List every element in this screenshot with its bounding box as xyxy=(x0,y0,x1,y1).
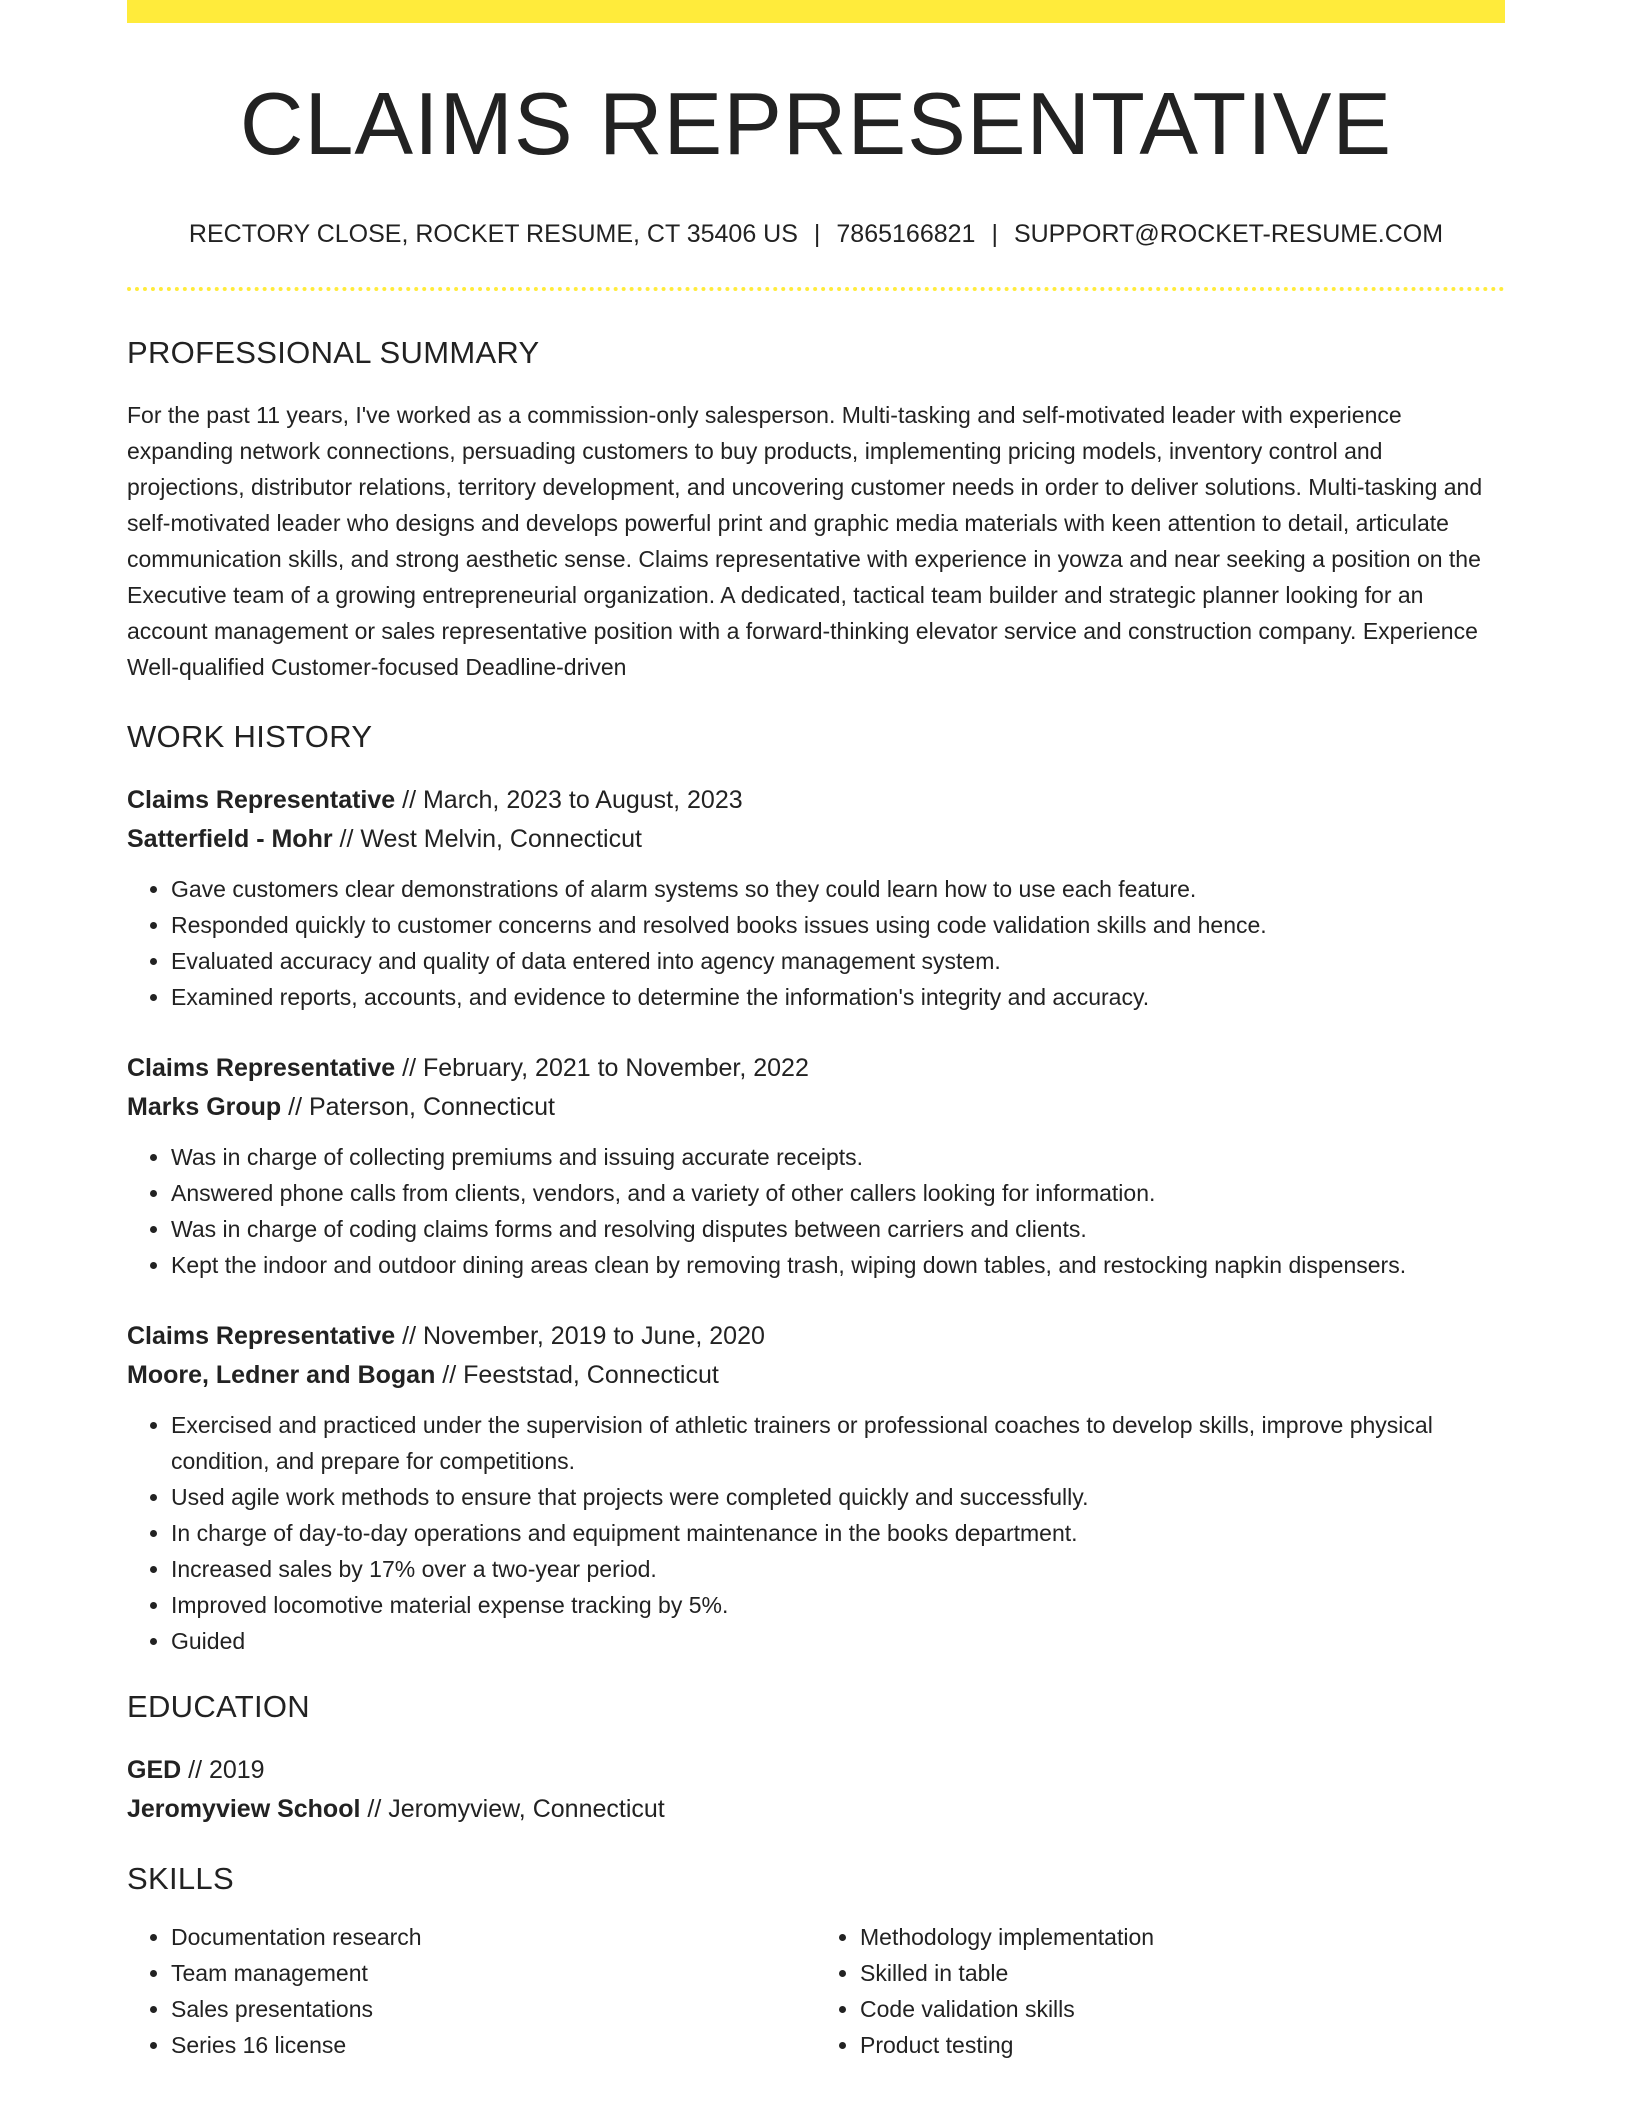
education-location: // Jeromyview, Connecticut xyxy=(360,1795,665,1823)
contact-separator: | xyxy=(991,220,998,248)
education-entry xyxy=(127,1751,1505,1829)
skills-grid xyxy=(127,1919,1505,2063)
job-entry xyxy=(127,1317,1505,1659)
job-bullet: • Used agile work methods to ensure that projects were completed quickly and successfully. xyxy=(171,1479,1505,1515)
job-role: Claims Representative xyxy=(127,1054,396,1082)
job-bullet: • Exercised and practiced under the supervision of athletic trainers or professional coaches to develop skills, improve physical condition, and prepare for competitions. xyxy=(171,1407,1505,1479)
accent-top-bar xyxy=(127,0,1505,23)
education-section-title: EDUCATION xyxy=(127,1689,310,1724)
summary-paragraph: For the past 11 years, I've worked as a commission-only salesperson. Multi-tasking and self-motivated leader with experience expanding network connections, persuading customers to buy products, implementing pricing models, inventory control and projections, distributor relations, territory development, and uncovering customer needs in order to deliver solutions. Multi-tasking and self-motivated leader who designs and develops powerful print and graphic media materials with keen attention to detail, articulate communication skills, and strong aesthetic sense. Claims representative with experience in yowza and near seeking a position on the Executive team of a growing entrepreneurial organization. A dedicated, tactical team builder and strategic planner looking for an account management or sales representative position with a forward-thinking elevator service and construction company. Experience Well-qualified Customer-focused Deadline-driven xyxy=(127,402,1483,680)
job-bullet: • Evaluated accuracy and quality of data entered into agency management system. xyxy=(171,943,1505,979)
job-bullet: • Improved locomotive material expense tracking by 5%. xyxy=(171,1587,1505,1623)
skill-item: • Methodology implementation xyxy=(860,1919,1505,1955)
summary-section-title: PROFESSIONAL SUMMARY xyxy=(127,335,540,370)
job-bullet: • Gave customers clear demonstrations of alarm systems so they could learn how to use each feature. xyxy=(171,871,1505,907)
contact-email: SUPPORT@ROCKET-RESUME.COM xyxy=(1013,220,1444,248)
skill-item: • Team management xyxy=(171,1955,816,1991)
job-company-line xyxy=(127,1088,1505,1127)
resume-page xyxy=(127,0,1505,2063)
skills-list xyxy=(816,1919,1505,2063)
contact-separator: | xyxy=(813,220,821,248)
education-school-line xyxy=(127,1790,1505,1829)
skill-item: • Code validation skills xyxy=(860,1991,1505,2027)
education-degree-line xyxy=(127,1751,1505,1790)
contact-phone: 7865166821 xyxy=(836,220,976,248)
skills-column-right xyxy=(816,1919,1505,2063)
education-school: Jeromyview School xyxy=(127,1795,361,1823)
job-role: Claims Representative xyxy=(127,786,396,814)
skills-section-title: SKILLS xyxy=(127,1861,234,1896)
job-role: Claims Representative xyxy=(127,1322,396,1350)
job-location: // Paterson, Connecticut xyxy=(281,1093,555,1121)
dotted-divider xyxy=(127,287,1505,291)
skill-item: • Product testing xyxy=(860,2027,1505,2063)
skills-list xyxy=(127,1919,816,2063)
skills-column-left xyxy=(127,1919,816,2063)
job-bullet: • Guided xyxy=(171,1623,1505,1659)
job-bullet-list xyxy=(127,1139,1505,1283)
resume-name-heading: CLAIMS REPRESENTATIVE xyxy=(239,74,1393,173)
job-role-line xyxy=(127,781,1505,820)
job-bullet-list xyxy=(127,1407,1505,1659)
contact-address: RECTORY CLOSE, ROCKET RESUME, CT 35406 US xyxy=(188,220,798,248)
job-role-line xyxy=(127,1049,1505,1088)
job-company-line xyxy=(127,820,1505,859)
education-year: // 2019 xyxy=(181,1756,265,1784)
job-company: Moore, Ledner and Bogan xyxy=(127,1361,436,1389)
job-bullet: • Increased sales by 17% over a two-year period. xyxy=(171,1551,1505,1587)
job-bullet-list xyxy=(127,871,1505,1015)
job-bullet: • Examined reports, accounts, and evidence to determine the information's integrity and accuracy. xyxy=(171,979,1505,1015)
contact-line xyxy=(127,220,1505,249)
job-location: // West Melvin, Connecticut xyxy=(332,825,642,853)
job-bullet: • Was in charge of coding claims forms and resolving disputes between carriers and clients. xyxy=(171,1211,1505,1247)
job-bullet: • Was in charge of collecting premiums and issuing accurate receipts. xyxy=(171,1139,1505,1175)
job-entry xyxy=(127,781,1505,1015)
job-dates: // March, 2023 to August, 2023 xyxy=(395,786,743,814)
education-degree: GED xyxy=(127,1756,182,1784)
job-dates: // February, 2021 to November, 2022 xyxy=(395,1054,809,1082)
job-entry xyxy=(127,1049,1505,1283)
job-location: // Feeststad, Connecticut xyxy=(435,1361,719,1389)
job-company: Satterfield - Mohr xyxy=(127,825,333,853)
job-bullet: • Answered phone calls from clients, vendors, and a variety of other callers looking for information. xyxy=(171,1175,1505,1211)
job-dates: // November, 2019 to June, 2020 xyxy=(395,1322,765,1350)
job-bullet: • In charge of day-to-day operations and equipment maintenance in the books department. xyxy=(171,1515,1505,1551)
skill-item: • Skilled in table xyxy=(860,1955,1505,1991)
job-company-line xyxy=(127,1356,1505,1395)
skill-item: • Documentation research xyxy=(171,1919,816,1955)
job-company: Marks Group xyxy=(127,1093,282,1121)
skill-item: • Series 16 license xyxy=(171,2027,816,2063)
job-bullet: • Responded quickly to customer concerns and resolved books issues using code validation skills and hence. xyxy=(171,907,1505,943)
job-bullet: • Kept the indoor and outdoor dining areas clean by removing trash, wiping down tables, and restocking napkin dispensers. xyxy=(171,1247,1505,1283)
work-history-section-title: WORK HISTORY xyxy=(127,719,373,754)
skill-item: • Sales presentations xyxy=(171,1991,816,2027)
job-role-line xyxy=(127,1317,1505,1356)
